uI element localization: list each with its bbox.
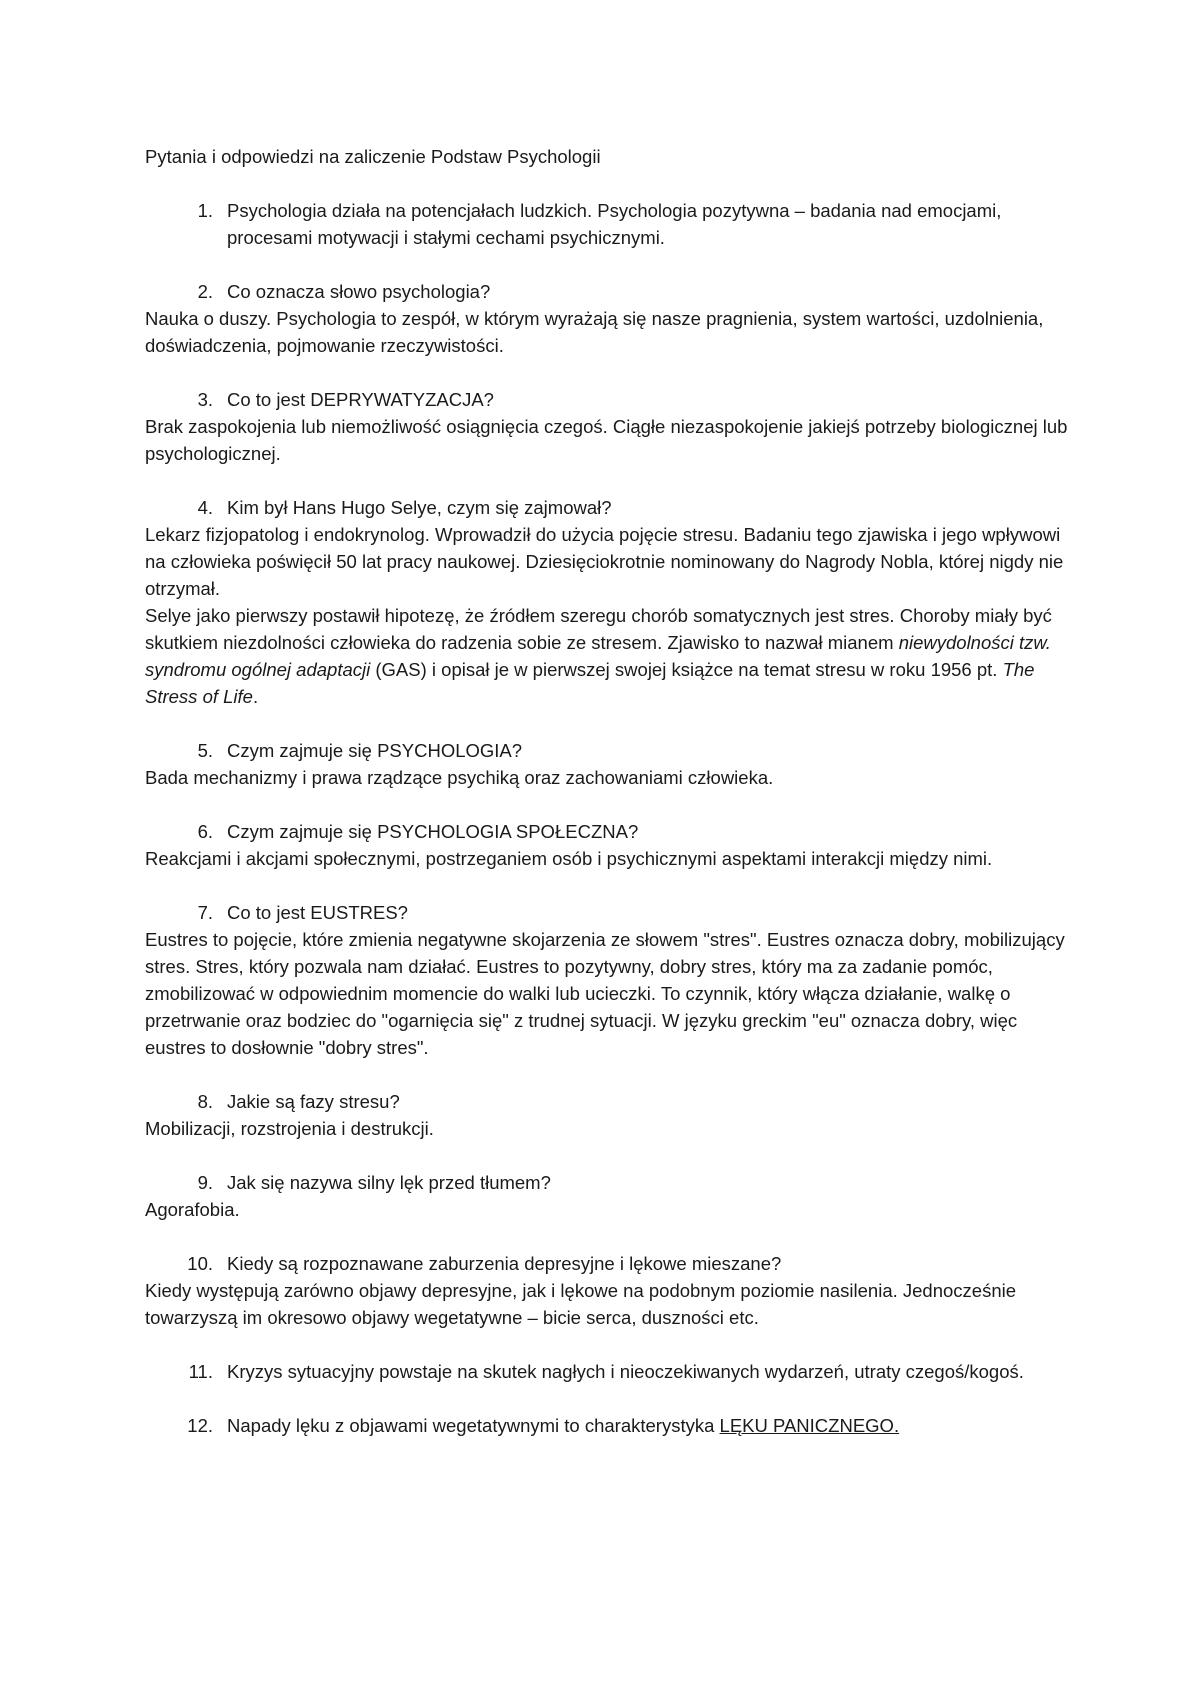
question-text [227,1412,1075,1439]
answer-text: Lekarz fizjopatolog i endokrynolog. Wprowadził do użycia pojęcie stresu. Badaniu tego zjawiska i jego wpływowi na człowieka poświęcił 50 lat pracy naukowej. Dziesięciokrotnie nominowany do Nagrody Nobla, której nigdy nie otrzymał. [145,524,1064,599]
question-part: Napady lęku z objawami wegetatywnymi to charakterystyka [227,1415,720,1436]
question-text: Co to jest EUSTRES? [227,902,408,923]
list-item [145,197,1075,251]
question-number: 7. [197,902,213,923]
question [145,278,1075,305]
question-text: Kiedy są rozpoznawane zaburzenia depresyjne i lękowe mieszane? [227,1253,782,1274]
question-text: Jakie są fazy stresu? [227,1091,400,1112]
list-item [145,1088,1075,1142]
list-item [145,818,1075,872]
answer-text: Brak zaspokojenia lub niemożliwość osiągnięcia czegoś. Ciągłe niezaspokojenie jakiejś potrzeby biologicznej lub psychologicznej. [145,416,1068,464]
question-number: 5. [197,740,213,761]
question-text: Kryzys sytuacyjny powstaje na skutek nagłych i nieoczekiwanych wydarzeń, utraty czegoś/kogoś. [227,1361,1024,1382]
question [145,1358,1075,1385]
question [145,494,1075,521]
question-number: 12. [187,1415,213,1436]
list-item [145,1358,1075,1385]
question-text: Kim był Hans Hugo Selye, czym się zajmował? [227,497,612,518]
list-item [145,386,1075,467]
question-number: 3. [197,389,213,410]
list-item [145,494,1075,710]
question-text: Czym zajmuje się PSYCHOLOGIA? [227,740,523,761]
document-page [145,143,1075,1466]
question [145,1412,1075,1439]
answer-part: . [252,686,259,707]
question-number: 2. [197,281,213,302]
question-number: 4. [197,497,213,518]
question [145,197,1075,251]
question [145,386,1075,413]
answer-italic-term: niewydolności tzw. syndromu ogólnej adaptacji [145,632,1051,680]
question [145,1169,1075,1196]
book-title: The Stress of Life [145,659,1035,707]
document-title: Pytania i odpowiedzi na zaliczenie Podstaw Psychologii [145,146,601,167]
answer-text: Kiedy występują zarówno objawy depresyjne, jak i lękowe na podobnym poziomie nasilenia. Jednocześnie towarzyszą im okresowo objawy wegetatywne – bicie serca, duszności etc. [145,1280,1017,1328]
list-item [145,1412,1075,1439]
question [145,899,1075,926]
list-item [145,737,1075,791]
question-number: 10. [187,1253,213,1274]
answer-text: Agorafobia. [145,1199,240,1220]
question-number: 6. [197,821,213,842]
answer-text-continued [145,602,1075,710]
answer-text: Eustres to pojęcie, które zmienia negatywne skojarzenia ze słowem "stres". Eustres oznacza dobry, mobilizujący stres. Stres, który pozwala nam działać. Eustres to pozytywny, dobry stres, który ma za zadanie pomóc, zmobilizować w odpowiednim momencie do walki lub ucieczki. To czynnik, który włącza działanie, walkę o przetrwanie oraz bodziec do "ogarnięcia się" z trudnej sytuacji. W języku greckim "eu" oznacza dobry, więc eustres to dosłownie "dobry stres". [145,929,1065,1058]
list-item [145,899,1075,1061]
answer-text: Reakcjami i akcjami społecznymi, postrzeganiem osób i psychicznymi aspektami interakcji między nimi. [145,848,993,869]
list-item [145,1169,1075,1223]
answer-part: Selye jako pierwszy postawił hipotezę, że źródłem szeregu chorób somatycznych jest stres. Choroby miały być skutkiem niezdolności człowieka do radzenia sobie ze stresem. Zjawisko to nazwał mianem [145,605,1052,653]
answer-text: Mobilizacji, rozstrojenia i destrukcji. [145,1118,434,1139]
question-number: 1. [197,200,213,221]
underlined-term: LĘKU PANICZNEGO. [719,1415,900,1436]
list-item [145,1250,1075,1331]
question-number: 8. [197,1091,213,1112]
question [145,1088,1075,1115]
answer-part: (GAS) i opisał je w pierwszej swojej książce na temat stresu w roku 1956 pt. [370,659,1003,680]
answer-text: Nauka o duszy. Psychologia to zespół, w którym wyrażają się nasze pragnienia, system wartości, uzdolnienia, doświadczenia, pojmowanie rzeczywistości. [145,308,1044,356]
question-text: Co oznacza słowo psychologia? [227,281,491,302]
question-number: 9. [197,1172,213,1193]
question-text: Jak się nazywa silny lęk przed tłumem? [227,1172,551,1193]
question-number: 11. [188,1361,213,1382]
question [145,737,1075,764]
list-item [145,278,1075,359]
question-text: Czym zajmuje się PSYCHOLOGIA SPOŁECZNA? [227,821,639,842]
question-text: Psychologia działa na potencjałach ludzkich. Psychologia pozytywna – badania nad emocjami, procesami motywacji i stałymi cechami psychicznymi. [227,200,1002,248]
question [145,1250,1075,1277]
question [145,818,1075,845]
question-text: Co to jest DEPRYWATYZACJA? [227,389,494,410]
answer-text: Bada mechanizmy i prawa rządzące psychiką oraz zachowaniami człowieka. [145,767,774,788]
